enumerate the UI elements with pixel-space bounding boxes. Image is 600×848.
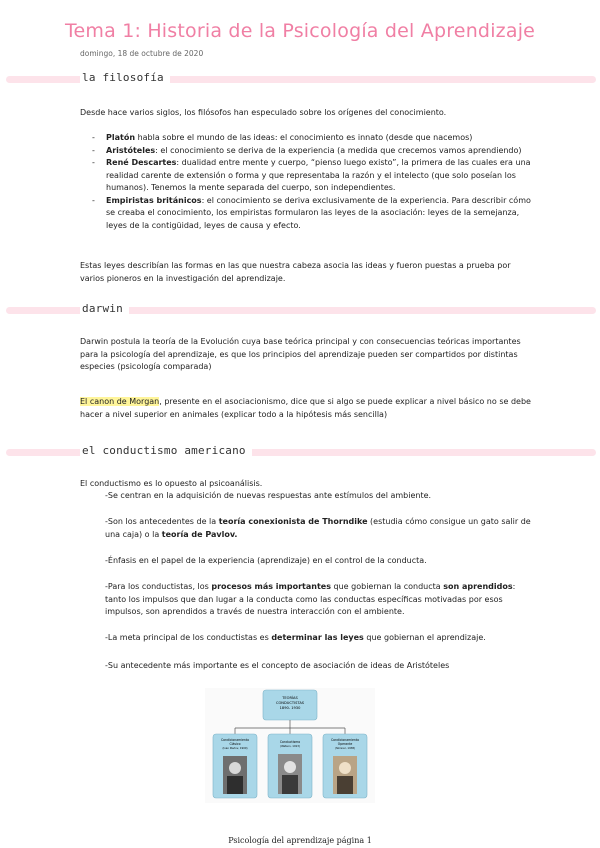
morgan-canon-paragraph (80, 396, 535, 421)
section-heading-darwin: darwin (80, 302, 129, 315)
filosofia-closing: Estas leyes describían las formas en las que nuestra cabeza asocia las ideas y fueron puestas a prueba por varios pioneros en la investigación del aprendizaje. (80, 261, 511, 283)
filosofia-bullet-list (92, 132, 532, 232)
page-date: domingo, 18 de octubre de 2020 (80, 49, 204, 58)
bullet-text: habla sobre el mundo de las ideas: el conocimiento es innato (desde que nacemos) (135, 133, 473, 142)
text-span: : tanto los impulsos que dan lugar a la conducta como las conductas específicas motivadas por esos impulsos, son aprendidos a través de nuestra interacción con el ambiente. (105, 582, 516, 616)
conductismo-intro: El conductismo es lo opuesto al psicoanálisis. (80, 479, 263, 488)
bold-term: teoría conexionista de Thorndike (218, 517, 368, 526)
conductismo-point: -Se centran en la adquisición de nuevas respuestas ante estímulos del ambiente. (105, 491, 432, 500)
diagram-root-line: TEORÍAS (282, 696, 298, 700)
portrait-face (229, 762, 241, 774)
portrait-body (337, 776, 353, 794)
diagram-left-line: Condicionamiento (221, 738, 249, 742)
text-span: que gobiernan el aprendizaje. (363, 633, 486, 642)
filosofia-intro: Desde hace varios siglos, los filósofos han especulado sobre los orígenes del conocimiento. (80, 108, 447, 117)
bullet-dash: - (92, 158, 95, 167)
section-heading-conductismo: el conductismo americano (80, 444, 252, 457)
portrait-face (339, 762, 351, 774)
bullet-text: : el conocimiento se deriva de la experiencia (a medida que crecemos vamos aprendiendo) (155, 145, 522, 155)
diagram-left-line: Clásico (229, 742, 241, 746)
highlighted-term: El canon de Morgan (80, 397, 160, 406)
bullet-term: Empiristas británicos (106, 195, 202, 205)
bullet-dash: - (92, 195, 95, 205)
bullet-text: : el conocimiento se deriva exclusivamente de la experiencia. Para describir cómo se creaba el conocimiento, los empiristas formularon las leyes de la asociación: leyes de la semejanza, leyes de la contigüidad, leyes de causa y efecto. (106, 195, 531, 230)
diagram-root-box (263, 690, 317, 720)
bold-term: procesos más importantes (211, 582, 331, 591)
portrait-body (282, 775, 298, 794)
canon-text: , presente en el asociacionismo, dice que si algo se puede explicar a nivel básico no se debe hacer a nivel superior en animales (explicar todo a la hipótesis más sencilla) (80, 397, 531, 419)
diagram-root-line: 1890- 1930 (279, 706, 301, 710)
list-item (92, 195, 532, 233)
text-span: -Son los antecedentes de la (105, 517, 219, 526)
section-heading-filosofia: la filosofía (80, 71, 170, 84)
conductismo-point: -Énfasis en el papel de la experiencia (aprendizaje) en el control de la conducta. (105, 556, 427, 565)
bullet-dash: - (92, 145, 95, 155)
list-item (92, 145, 532, 158)
diagram-root-line: CONDUCTISTAS (275, 701, 305, 705)
page-title: Tema 1: Historia de la Psicología del Aprendizaje (64, 20, 536, 42)
conductismo-point: -Su antecedente más importante es el concepto de asociación de ideas de Aristóteles (105, 661, 450, 670)
diagram-right-line: Condicionamiento (331, 738, 359, 742)
diagram-right-line: Operante (337, 742, 353, 746)
text-span: -La meta principal de los conductistas es (105, 633, 272, 642)
conductismo-diagram (205, 688, 375, 803)
bullet-text: : dualidad entre mente y cuerpo, “pienso luego existo”, la primera de las cuales era una realidad carente de extensión o forma y que representaba la razón y el intelecto (que solo poseían los humanos). Tenemos la mente separada del cuerpo, son independientes. (106, 158, 531, 192)
conductismo-point (105, 581, 535, 619)
bullet-dash: - (92, 133, 95, 142)
bold-term: teoría de Pavlov. (161, 529, 238, 539)
portrait-body (227, 776, 243, 794)
conductismo-point (105, 632, 535, 645)
text-span: -Para los conductistas, los (105, 582, 212, 591)
darwin-paragraph: Darwin postula la teoría de la Evolución cuya base teórica principal y con consecuencias teóricas importantes para la psicología del aprendizaje, es que los principios del aprendizaje pueden ser compartidos por distintas especies (psicología comparada) (80, 337, 521, 371)
diagram-left-line: (Ivan Pavlov, 1900) (222, 747, 248, 750)
bullet-term: René Descartes (106, 158, 177, 167)
bold-term: son aprendidos (443, 582, 513, 591)
diagram-middle-line: Conductismo (279, 740, 301, 744)
bold-term: determinar las leyes (271, 633, 364, 642)
diagram-right-line: (Skinner, 1938) (334, 747, 356, 750)
bullet-term: Platón (106, 133, 136, 142)
conductismo-point (105, 516, 535, 541)
text-span: (estudia cómo consigue un gato salir de una caja) o la (105, 517, 531, 539)
list-item (92, 132, 532, 145)
page-footer: Psicología del aprendizaje página 1 (228, 836, 372, 845)
portrait-face (284, 761, 296, 773)
list-item (92, 157, 532, 195)
bullet-term: Aristóteles (106, 145, 156, 155)
text-span: que gobiernan la conducta (330, 582, 444, 591)
diagram-middle-line: (Watson, 1913) (280, 745, 300, 748)
